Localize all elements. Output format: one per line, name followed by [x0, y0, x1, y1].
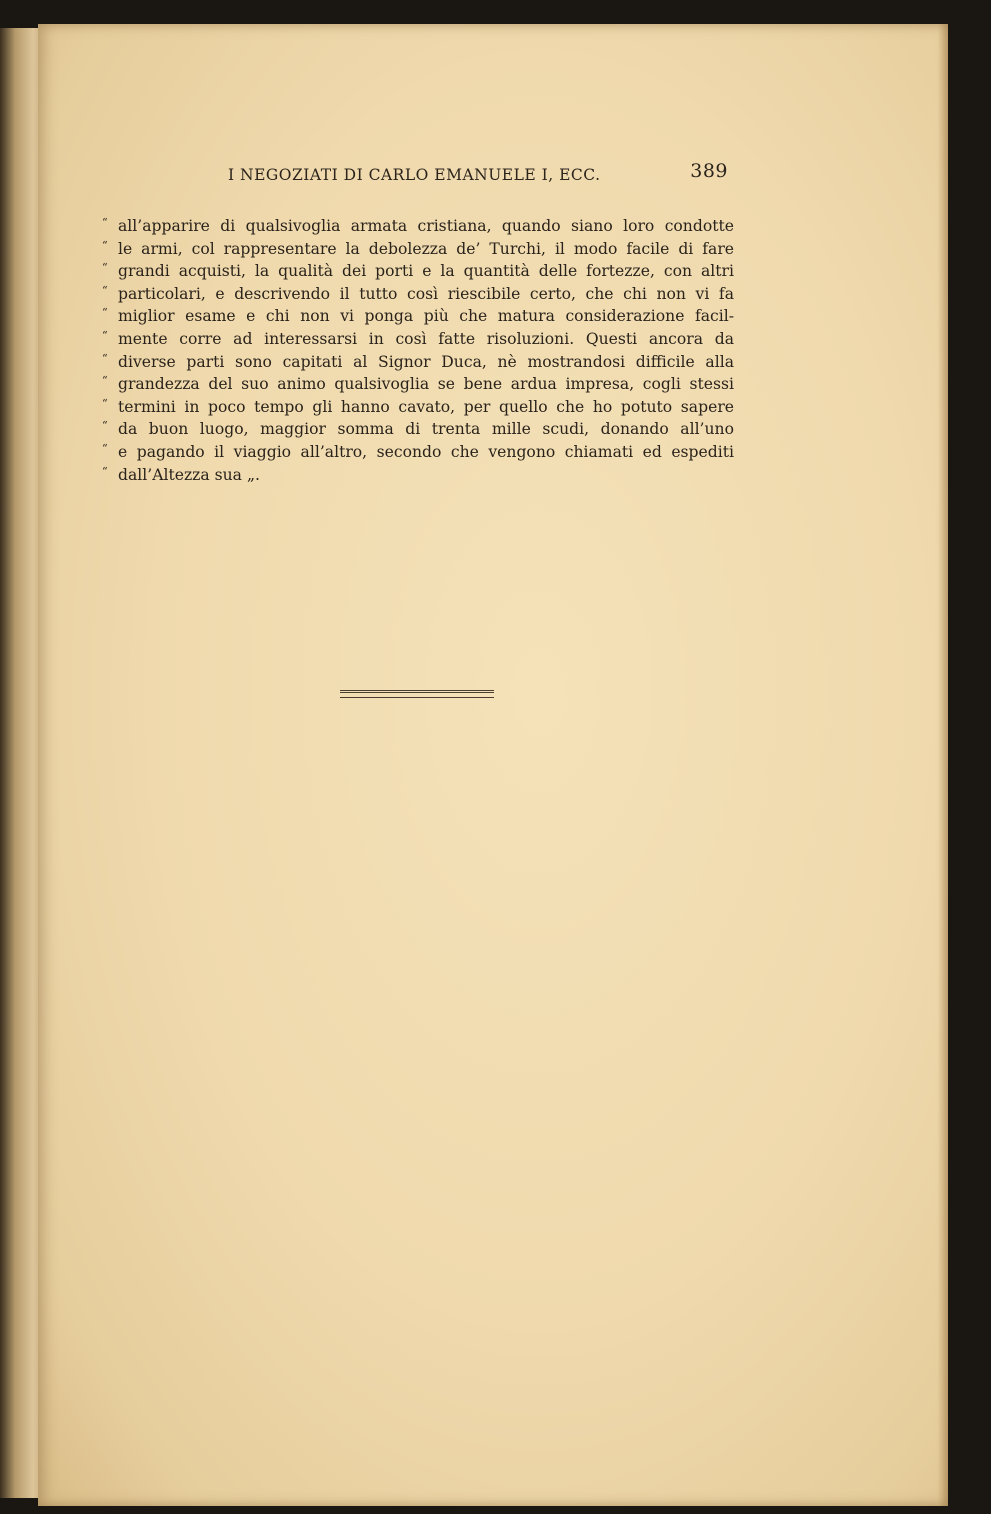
- text-line: [102, 238, 734, 261]
- section-end-rule: [340, 690, 494, 698]
- running-head: I NEGOZIATI DI CARLO EMANUELE I, ECC.: [228, 166, 601, 184]
- text-line: [102, 283, 734, 306]
- quote-mark: “: [102, 419, 108, 433]
- page-header: [228, 160, 728, 190]
- line-text: da buon luogo, maggior somma di trenta mille scudi, donando all’uno: [118, 420, 734, 439]
- line-text: diverse parti sono capitati al Signor Duca, nè mostrandosi difficile alla: [118, 352, 734, 371]
- quote-mark: “: [102, 441, 108, 455]
- quote-mark: “: [102, 216, 108, 229]
- line-text: dall’Altezza sua „.: [118, 465, 260, 484]
- text-line: [102, 305, 734, 328]
- text-line: [102, 464, 734, 487]
- quote-mark: “: [102, 396, 108, 410]
- quote-mark: “: [102, 283, 108, 297]
- line-text: e pagando il viaggio all’altro, secondo che vengono chiamati ed espediti: [118, 442, 734, 461]
- text-line: [102, 396, 734, 419]
- book-page: [38, 24, 948, 1506]
- quote-mark: “: [102, 238, 108, 252]
- line-text: miglior esame e chi non vi ponga più che matura considerazione facil-: [118, 307, 734, 326]
- text-line: [102, 441, 734, 464]
- line-text: termini in poco tempo gli hanno cavato, per quello che ho potuto sapere: [118, 397, 734, 416]
- page-edge-shadow: [938, 24, 948, 1506]
- text-line: [102, 215, 734, 238]
- line-text: grandi acquisti, la qualità dei porti e la quantità delle fortezze, con altri: [118, 262, 734, 281]
- quote-mark: “: [102, 328, 108, 342]
- quote-mark: “: [102, 464, 108, 478]
- page-number: 389: [690, 160, 728, 182]
- text-line: [102, 418, 734, 441]
- line-text: particolari, e descrivendo il tutto così riescibile certo, che chi non vi fa: [118, 284, 734, 303]
- quoted-passage: [102, 215, 734, 486]
- text-line: [102, 328, 734, 351]
- quote-mark: “: [102, 351, 108, 365]
- line-text: le armi, col rappresentare la debolezza de’ Turchi, il modo facile di fare: [118, 239, 734, 258]
- line-text: mente corre ad interessarsi in così fatte risoluzioni. Questi ancora da: [118, 329, 734, 348]
- quote-mark: “: [102, 261, 108, 275]
- text-line: [102, 351, 734, 374]
- quote-mark: “: [102, 306, 108, 320]
- text-line: [102, 373, 734, 396]
- quote-mark: “: [102, 374, 108, 388]
- line-text: grandezza del suo animo qualsivoglia se bene ardua impresa, cogli stessi: [118, 375, 734, 394]
- text-line: [102, 260, 734, 283]
- line-text: all’apparire di qualsivoglia armata cristiana, quando siano loro condotte: [118, 217, 734, 235]
